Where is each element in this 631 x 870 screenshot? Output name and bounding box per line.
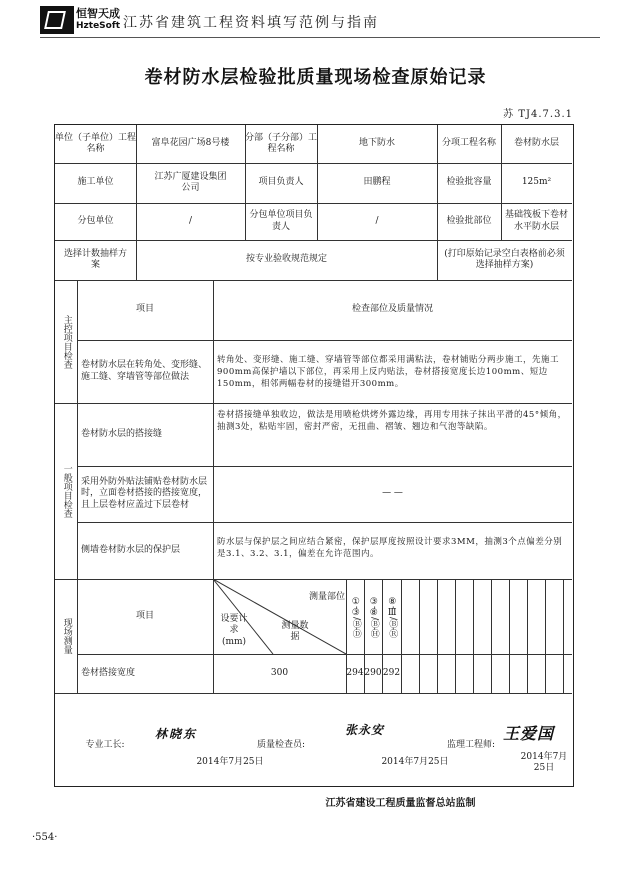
sub-pm-value: / — [375, 215, 379, 226]
field-item-header: 项目 — [135, 610, 154, 621]
series-title: 江苏省建筑工程资料填写范例与指南 — [123, 15, 379, 31]
measure-position-label: 测量部位 — [308, 592, 345, 603]
contractor-label: 施工单位 — [77, 177, 114, 188]
page-number: ·554· — [32, 832, 58, 843]
general-result-2: — — — [382, 488, 403, 499]
general-item-1: 卷材防水层的搭接缝 — [81, 428, 163, 439]
subpart-label: 分部（子分部）工程名称 — [245, 132, 318, 154]
contractor-value: 江苏广厦建设集团公司 — [154, 171, 227, 193]
foreman-signature: 林晓东 — [155, 727, 198, 741]
unit-name-label: 单位（子单位）工程名称 — [55, 132, 137, 154]
inspector-signature: 张永安 — [345, 723, 385, 737]
measure-position-1: ①-③/Ⓑ-Ⓓ — [350, 596, 361, 638]
field-value-2: 290 — [364, 667, 382, 678]
supervising-org: 江苏省建设工程质量监督总站监制 — [325, 798, 476, 809]
foreman-label: 专业工长: — [85, 740, 125, 751]
field-design-1: 300 — [270, 667, 289, 678]
unit-name-value: 富阜花园广场8号楼 — [151, 138, 230, 149]
subpart-value: 地下防水 — [358, 138, 395, 149]
sub-pm-label: 分包单位项目负责人 — [249, 210, 313, 232]
general-item-2: 采用外防外贴法铺贴卷材防水层时，立面卷材搭接的搭接宽度，且上层卷材应盖过下层卷材 — [81, 476, 208, 510]
page-header — [40, 6, 600, 36]
design-requirement-label: 设要计求(mm) — [220, 613, 248, 647]
field-item-1: 卷材搭接宽度 — [81, 667, 136, 678]
measure-position-3: ⑧-Ⅲ/Ⓑ-Ⓡ — [387, 596, 398, 638]
measure-position-2: ③-⑧/Ⓑ-Ⓗ — [368, 596, 379, 638]
foreman-date: 2014年7月25日 — [196, 757, 264, 768]
supervisor-date: 2014年7月25日 — [520, 751, 568, 773]
inspector-label: 质量检查员: — [256, 740, 306, 751]
item-name-value: 卷材防水层 — [513, 138, 559, 149]
subcontractor-label: 分包单位 — [77, 215, 114, 226]
brand-name: 恒智天成 — [76, 7, 120, 20]
field-side-label: 现场测量 — [61, 618, 72, 654]
main-control-item-1: 卷材防水层在转角处、变形缝、施工缝、穿墙管等部位做法 — [81, 360, 208, 382]
subcontractor-value: / — [188, 215, 193, 226]
document-title: 卷材防水层检验批质量现场检查原始记录 — [144, 67, 487, 88]
general-result-1: 卷材搭接缝单独收边，做法是用喷枪烘烤外露边缘，再用专用抹子抹出平滑的45°倾角，抽测3处，粘贴牢固，密封严密，无扭曲、褶皱、翘边和气泡等缺陷。 — [217, 410, 567, 432]
header-divider — [40, 37, 600, 38]
supervisor-signature: 王爱国 — [503, 724, 555, 743]
main-control-side-label: 主控项目检查 — [61, 314, 72, 369]
sampling-plan-label: 选择计数抽样方案 — [63, 248, 127, 270]
project-manager-label: 项目负责人 — [258, 177, 304, 188]
supervisor-label: 监理工程师: — [446, 740, 496, 751]
sampling-plan-value: 按专业验收规范规定 — [245, 254, 327, 265]
brand-logo-icon — [40, 6, 74, 34]
item-name-label: 分项工程名称 — [441, 138, 496, 149]
form-code: 苏 TJ4.7.3.1 — [503, 109, 573, 120]
batch-location-value: 基础筏板下卷材水平防水层 — [504, 210, 568, 232]
general-item-3: 侧墙卷材防水层的保护层 — [81, 544, 181, 555]
main-control-result-header: 检查部位及质量情况 — [351, 304, 433, 315]
measured-data-label: 测量数据 — [281, 620, 309, 642]
general-side-label: 一般项目检查 — [61, 464, 72, 518]
brand-name-en: HzteSoft — [76, 21, 121, 31]
main-control-item-header: 项目 — [135, 304, 154, 315]
batch-capacity-label: 检验批容量 — [446, 177, 492, 188]
sampling-plan-note: (打印原始记录空白表格前必须选择抽样方案) — [444, 248, 565, 270]
inspector-date: 2014年7月25日 — [381, 757, 449, 768]
main-control-result-1: 转角处、变形缝、施工缝、穿墙管等部位都采用满粘法，卷材铺贴分两步施工，先施工900mm高保护墙以下部位，再采用上反内贴法，卷材搭接宽度长边100mm、短边150mm，相邻两幅卷材的接缝错开300mm。 — [217, 354, 560, 389]
record-table — [54, 124, 574, 787]
general-result-3: 防水层与保护层之间应结合紧密，保护层厚度按照设计要求3MM，抽测3个点偏差分别是3.1、3.2、3.1，偏差在允许范围内。 — [217, 537, 563, 559]
batch-capacity-value: 125m² — [521, 177, 552, 188]
project-manager-value: 田鹏程 — [363, 177, 391, 188]
batch-location-label: 检验批部位 — [446, 215, 492, 226]
field-value-1: 294 — [346, 667, 364, 678]
field-value-3: 292 — [382, 667, 401, 678]
